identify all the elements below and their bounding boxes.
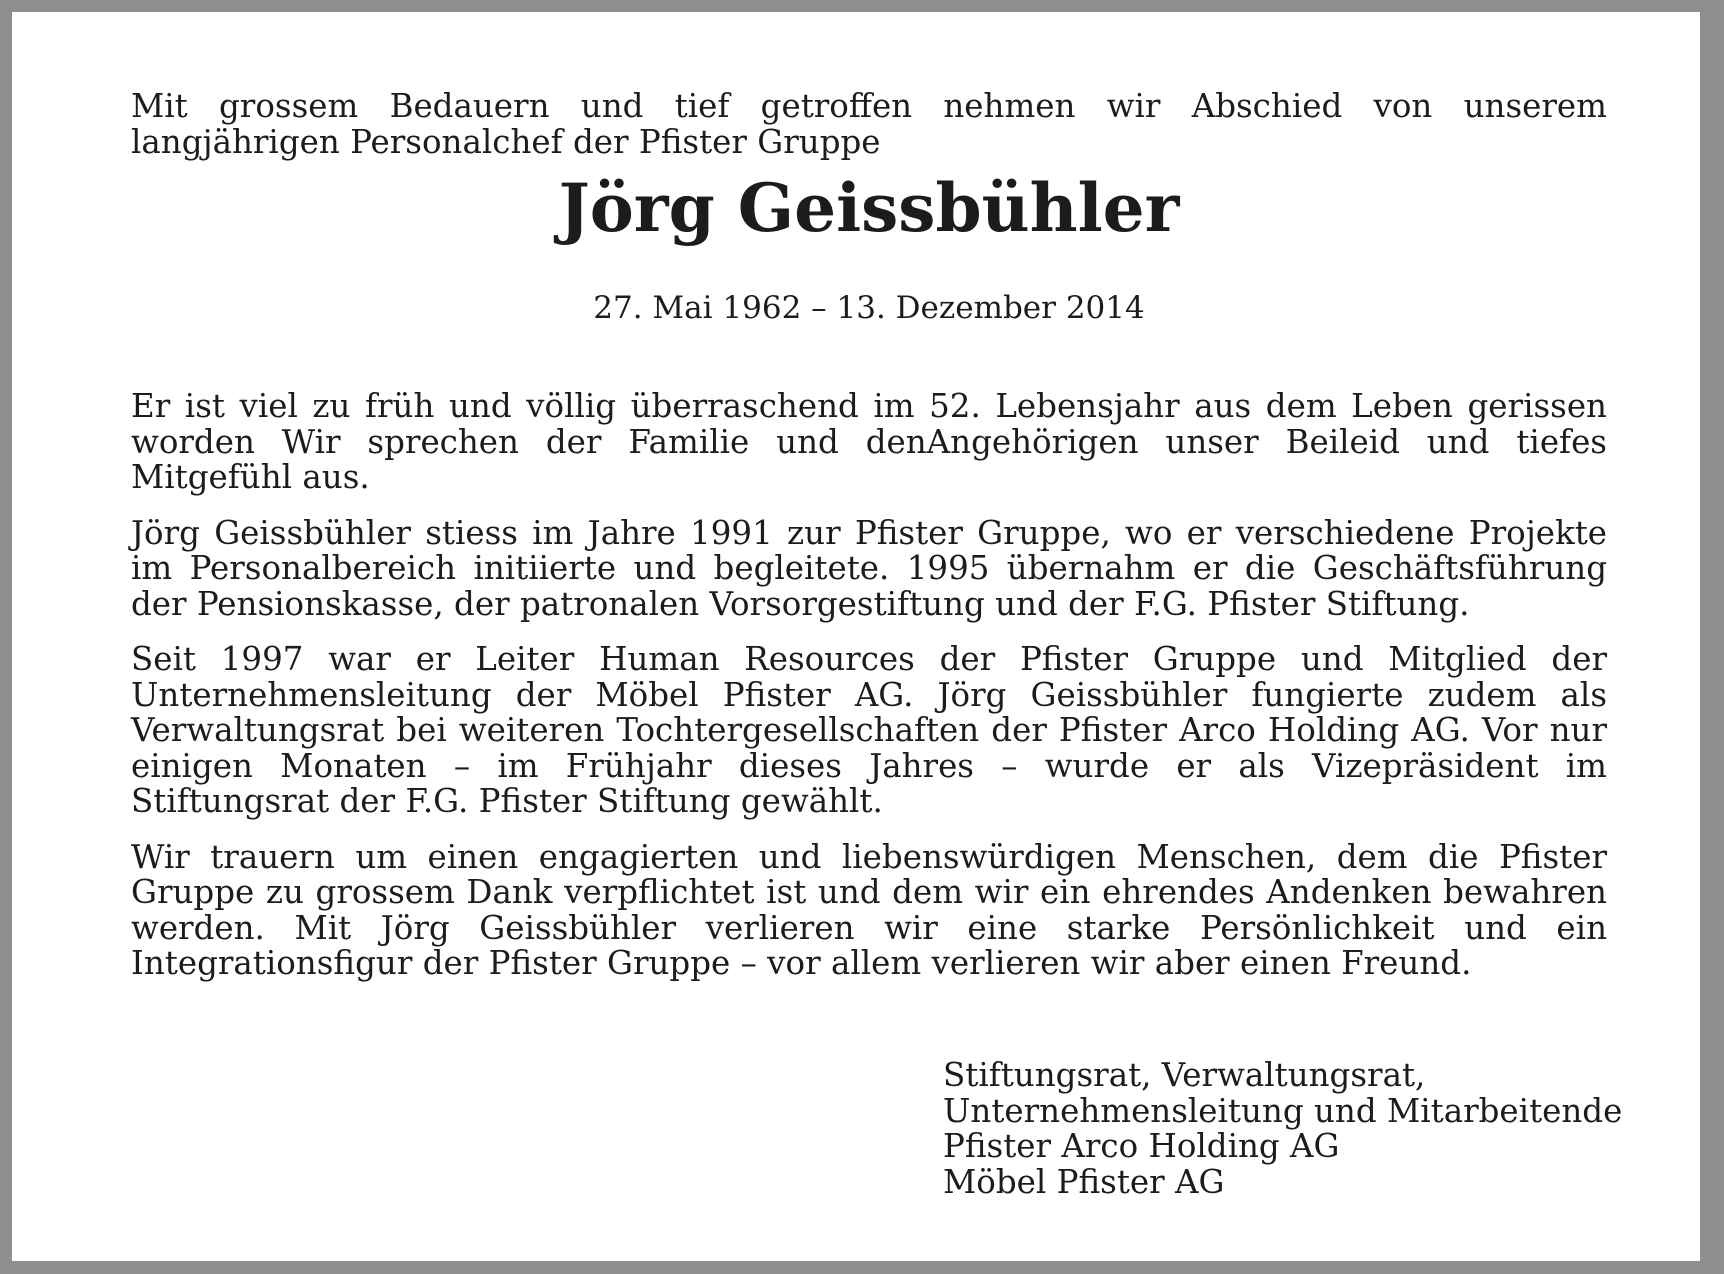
paragraph: Er ist viel zu früh und völlig überraschend im 52. Lebensjahr aus dem Leben gerissen worden Wir sprechen der Familie und denAngehörigen unser Beileid und tiefes Mitgefühl aus. [131,387,1607,496]
obituary-content [131,87,1623,1201]
paragraph: Seit 1997 war er Leiter Human Resources der Pfister Gruppe und Mitglied der Unternehmensleitung der Möbel Pfister AG. Jörg Geissbühler fungierte zudem als Verwaltungsrat bei weiteren Tochtergesellschaften der Pfister Arco Holding AG. Vor nur einigen Monaten – im Frühjahr dieses Jahres – wurde er als Vizepräsident im Stiftungsrat der F.G. Pfister Stiftung gewählt. [131,640,1607,820]
paragraph: Jörg Geissbühler stiess im Jahre 1991 zur Pfister Gruppe, wo er verschiedene Projekte im Personalbereich initiierte und begleitete. 1995 übernahm er die Geschäftsführung der Pensionskasse, der patronalen Vorsorgestiftung und der F.G. Pfister Stiftung. [131,513,1607,623]
signature-line: Unternehmensleitung und Mitarbeitende [943,1091,1623,1130]
life-dates: 27. Mai 1962 – 13. Dezember 2014 [593,290,1145,326]
obituary-page [12,12,1700,1261]
signature-line: Möbel Pfister AG [943,1162,1225,1201]
intro-text: Mit grossem Bedauern und tief getroffen nehmen wir Abschied von unserem langjährigen Personalchef der Pfister Gruppe [131,87,1607,161]
deceased-name: Jörg Geissbühler [558,169,1180,247]
signature-line: Stiftungsrat, Verwaltungsrat, [943,1056,1426,1094]
signature-line: Pfister Arco Holding AG [943,1127,1340,1165]
signature-block [943,1058,1623,1200]
paragraph: Wir trauern um einen engagierten und liebenswürdigen Menschen, dem die Pfister Gruppe zu grossem Dank verpflichtet ist und dem wir ein ehrendes Andenken bewahren werden. Mit Jörg Geissbühler verlieren wir eine starke Persönlichkeit und ein Integrationsfigur der Pfister Gruppe – vor allem verlieren wir aber einen Freund. [131,837,1607,982]
obituary-body [131,389,1607,1002]
